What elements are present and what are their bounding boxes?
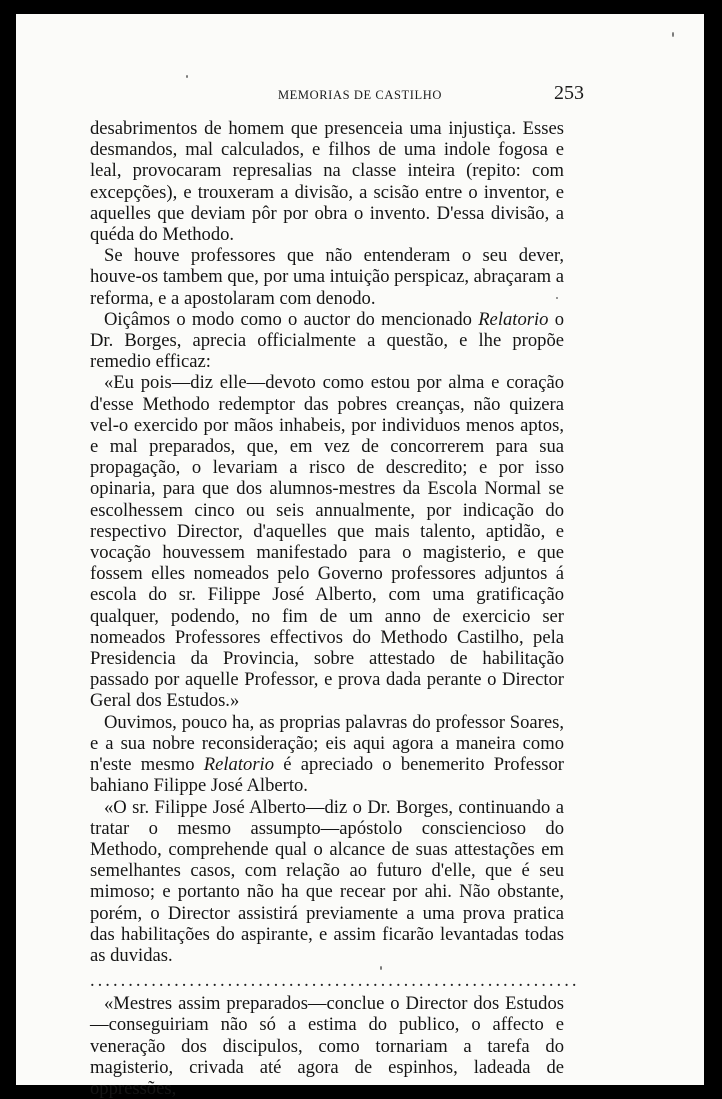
- paragraph-6-quote: «O sr. Filippe José Alberto—diz o Dr. Borges, continuando a tratar o mesmo assumpto—apóstolo consciencioso do Methodo, comprehende qual o alcance de suas attestações em semelhantes casos, com relação ao futuro d'elle, que é seu mimoso; e portanto não ha que recear por ahi. Não obstante, porém, o Director assistirá previamente a uma prova pratica das habilitações do aspirante, e assim ficarão levantadas todas as duvidas.: [90, 796, 564, 966]
- paragraph-3-italic-title: Relatorio: [478, 308, 549, 330]
- paragraph-3-post: o Dr. Borges, aprecia officialmente a questão, e lhe propõe remedio efficaz:: [90, 308, 564, 373]
- running-head: MEMORIAS DE CASTILHO: [277, 88, 443, 102]
- body-text: [90, 118, 580, 1099]
- ink-speck: [186, 75, 188, 78]
- paragraph-3: [90, 309, 564, 373]
- paragraph-1: desabrimentos de homem que presenceia uma injustiça. Esses desmandos, mal calculados, e filhos de uma indole fogosa e leal, provocaram represalias na classe inteira (repito: com excepções), e trouxeram a divisão, a scisão entre o inventor, e aquelles que deviam pôr por obra o invento. D'essa divisão, a quéda do Methodo.: [90, 118, 564, 246]
- book-page: [16, 14, 704, 1099]
- paragraph-5-pre: Ouvimos, pouco ha, as proprias palavras do professor Soares, e a sua nobre reconsideração; eis aqui agora a maneira como n'este mesmo: [90, 711, 564, 776]
- ink-speck: [380, 966, 382, 970]
- ellipsis-line: ................................................................: [90, 970, 580, 992]
- ink-speck: [672, 32, 674, 37]
- paragraph-7-quote: «Mestres assim preparados—conclue o Director dos Estudos—conseguiriam não só a estima do publico, o affecto e veneração dos discipulos, como tornariam a tarefa do magisterio, crivada até agora de espinhos, ladeada de oppressões,: [90, 993, 564, 1099]
- page-number: 253: [554, 82, 584, 104]
- paragraph-5: [90, 712, 564, 797]
- page-header: [16, 82, 704, 110]
- paragraph-5-post: é apreciado o benemerito Professor bahiano Filippe José Alberto.: [90, 754, 564, 797]
- ink-speck: [556, 297, 558, 299]
- paragraph-5-italic-title: Relatorio: [203, 754, 275, 776]
- paragraph-3-pre: Oiçâmos o modo como o auctor do mencionado: [104, 308, 479, 330]
- paragraph-4-quote: «Eu pois—diz elle—devoto como estou por alma e coração d'esse Methodo redemptor das pobres creanças, não quizera vel-o exercido por mãos inhabeis, por individuos menos aptos, e mal preparados, que, em vez de concorrerem para sua propagação, o levariam a risco de descredito; e por isso opinaria, para que dos alumnos-mestres da Escola Normal se escolhessem cinco ou seis annualmente, por indicação do respectivo Director, d'aquelles que mais talento, aptidão, e vocação houvessem manifestado para o magisterio, e que fossem elles nomeados pelo Governo professores adjuntos á escola do sr. Filippe José Alberto, com uma gratificação qualquer, podendo, no fim de um anno de exercicio ser nomeados Professores effectivos do Methodo Castilho, pela Presidencia da Provincia, sobre attestado de habilitação passado por aquelle Professor, e prova dada perante o Director Geral dos Estudos.»: [90, 372, 564, 712]
- paragraph-2: Se houve professores que não entenderam o seu dever, houve-os tambem que, por uma intuição perspicaz, abraçaram a reforma, e a apostolaram com denodo.: [90, 245, 564, 309]
